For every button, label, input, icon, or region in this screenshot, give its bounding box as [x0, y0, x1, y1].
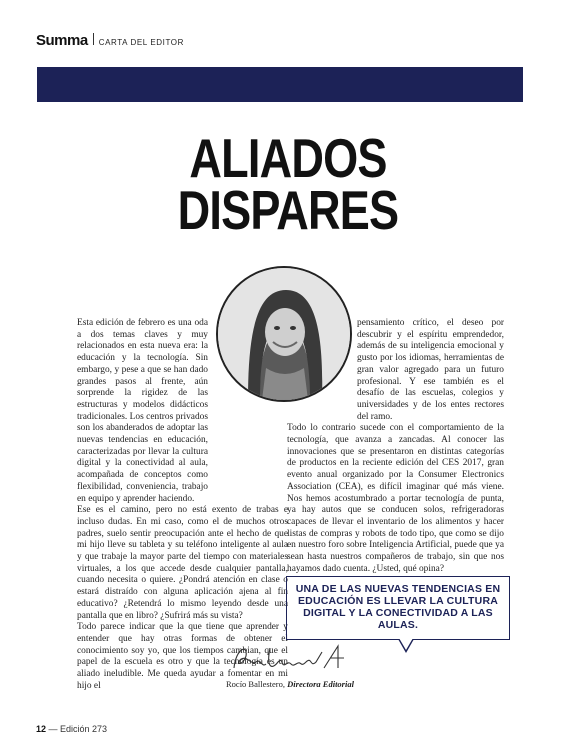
body-column-left — [77, 318, 288, 693]
editor-name: Rocío Ballestero, — [226, 679, 288, 689]
paragraph-1: Esta edición de febrero es una oda a dos temas claves y muy relacionados en esta nueva era: la educación y la tecnología. Sin embargo, y pese a que se han dado grandes pasos al frente, aún sorprende la rigidez de las estructuras y modelos didácticos tradicionales. Los centros privados son los abanderados de adoptar las nuevas tendencias en educación, caracterizadas por llevar la cultura digital y la conectividad al aula, acompañada de conceptos como flexibilidad, conveniencia, trabajo en equipo y aprender haciendo. — [77, 318, 208, 504]
title-line-1: ALIADOS — [189, 127, 387, 189]
paragraph-2: Ese es el camino, pero no está exento de trabas e incluso dudas. En mi caso, como el de muchos otros padres, suelo sentir preocupación ante el hecho de que mi hijo lleve su tableta y su teléfono inteligente al aula y que trabaje la mayor parte del tiempo con materiales virtuales, a los que accede desde cualquier pantalla, cuando necesita o quiere. ¿Pondrá atención en clase o estará distraído con alguna aplicación ajena al fin educativo? ¿Retendrá lo mismo leyendo desde una pantalla que en libro? ¿Sufrirá más su vista? — [77, 505, 288, 621]
paragraph-3: Todo parece indicar que la que tiene que aprender y entender que hay otras formas de obtener el conocimiento soy yo, que los tiempos cambian, que el papel de la escuela es otro y que la tecnología es un aliado ineludible. Me queda ayudar a fomentar en mi hijo el — [77, 622, 288, 691]
magazine-header — [36, 32, 184, 49]
signature-caption — [226, 679, 354, 689]
header-color-band — [37, 67, 523, 102]
section-label: CARTA DEL EDITOR — [98, 38, 185, 47]
brand-logo: Summa — [36, 32, 88, 49]
body-column-right — [287, 318, 504, 575]
edition-label: — Edición 273 — [48, 724, 108, 734]
paragraph-5: Todo lo contrario sucede con el comportamiento de la tecnología, que avanza a zancadas. Al conocer las innovaciones que se presentaron en distintas categorías de productos en la reciente edición del CES 2017, gran evento anual organizado por la Consumer Electronics Association (CEA), es difícil imaginar qué más viene. Nos hemos acostumbrado a portar tecnología de punta, ya hay autos que se conducen solos, refrigeradoras capaces de llevar el inventario de los alimentos y hacer listas de compras y robots de todo tipo, que como se dijo en nuestro foro sobre Inteligencia Artificial, puede que ya sean hasta nuestros compañeros de trabajo, sin que nos hayamos dado cuenta. ¿Usted, qué opina? — [287, 423, 504, 574]
page-number: 12 — [36, 724, 47, 734]
editor-role: Directora Editorial — [287, 679, 354, 689]
title-line-2: DISPARES — [177, 179, 399, 241]
header-divider — [93, 33, 94, 45]
pull-quote: UNA DE LAS NUEVAS TENDENCIAS EN EDUCACIÓN ES LLEVAR LA CULTURA DIGITAL Y LA CONECTIVIDAD A LAS AULAS. — [286, 576, 510, 640]
page-footer — [36, 724, 107, 734]
paragraph-4: pensamiento crítico, el deseo por descubrir y el espíritu emprendedor, además de su inteligencia emocional y gusto por los idiomas, herramientas de gran valor agregado para un futuro profesional. Y ese también es el desafío de las escuelas, colegios y universidades y de los entes rectores del ramo. — [357, 318, 504, 422]
article-title — [52, 127, 524, 241]
handwritten-signature — [226, 638, 356, 680]
